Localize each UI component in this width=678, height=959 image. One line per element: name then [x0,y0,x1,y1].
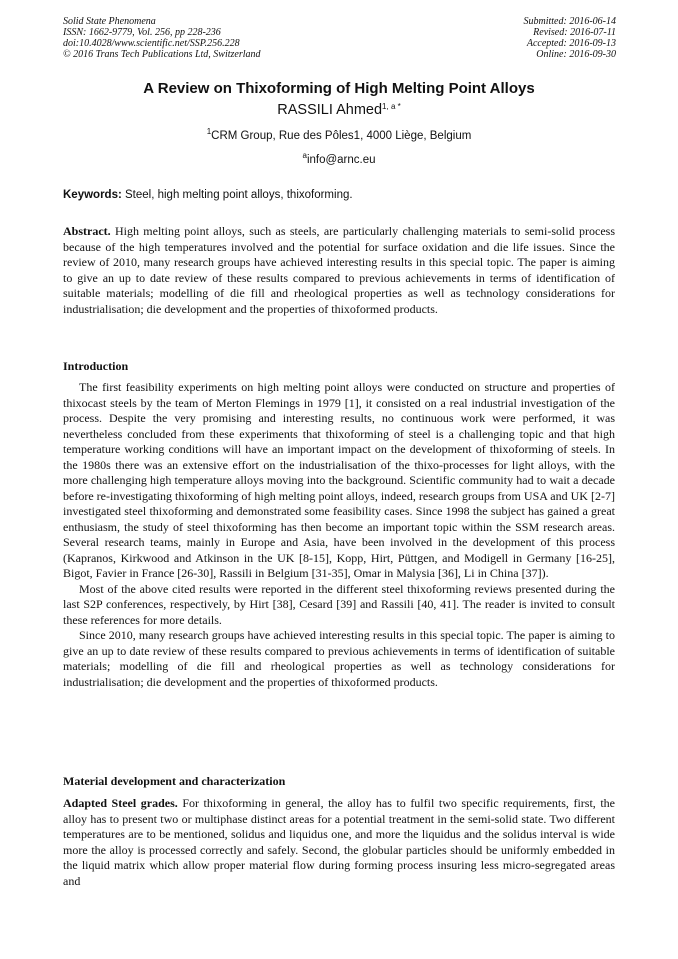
abstract-label: Abstract. [63,224,111,238]
revised-date: Revised: 2016-07-11 [533,27,616,38]
copyright-line: © 2016 Trans Tech Publications Ltd, Switzerland [63,49,261,60]
introduction-paragraph-1: The first feasibility experiments on high melting point alloys were conducted on structure and properties of thixocast steels by the team of Merton Flemings in 1979 [1], it consisted on a real industrial investigation of the process. Despite the very promising and interesting results, no continuous work were performed, it was nevertheless concluded from these experiments that thixoforming of steel is a challenging topic and that high temperature working conditions will have an important impact on the development of thixoforming of steels. In the 1980s there was an extensive effort on the industrialisation of the thixo-processes for light alloys, with the more challenging high temperature alloys moving into the background. Scientific community had to wait a decade before re-investigating thixoforming of high melting point alloys, indeed, research groups from USA and UK [2-7] investigated steel thixoforming and demonstrated some feasibility cases. Since 1998 the subject has gained a great enthusiasm, the study of steel thixoforming has then become an important topic within the SSM research areas. Several research teams, mainly in Europe and Asia, have been involved in the development of this process (Kapranos, Kirkwood and Atkinson in the UK [8-15], Kopp, Hirt, Püttgen, and Modigell in Germany [16-25], Bigot, Favier in France [26-30], Rassili in Belgium [31-35], Omar in Malysia [36], Li in China [37]). [63,380,615,580]
abstract-text: High melting point alloys, such as steels, are particularly challenging materials to semi-solid process because of the high temperatures involved and the potential for surface oxidation and die life issues. Since the review of 2010, many research groups have achieved interesting results in this special topic. The paper is aiming to give an up to date review of these results compared to previous achievements in terms of identification of suitable materials; modelling of die fill and rheological properties as well as technology considerations for industrialisation; die development and the properties of thixoformed products. [63,224,615,316]
material-body [63,796,615,889]
author-superscript: 1, a * [382,102,401,111]
paper-title: A Review on Thixoforming of High Melting Point Alloys [143,80,535,97]
issn-line: ISSN: 1662-9779, Vol. 256, pp 228-236 [63,27,221,38]
steel-grades-text: For thixoforming in general, the alloy has to fulfil two specific requirements, first, the alloy has to present two or multiphase distinct areas for a potential treatment in the semi-solid state. Two different temperatures are to be mentioned, solidus and liquidus one, and more the liquidus and the solidus interval is wide more the alloy is processed correctly and safely. Second, the globular particles should be uniformly embedded in the liquid matrix which allow proper material flow during forming process insuring less micro-segregated areas and [63,796,615,888]
steel-grades-label: Adapted Steel grades. [63,796,178,810]
doi-line: doi:10.4028/www.scientific.net/SSP.256.228 [63,38,240,49]
email-address: info@arnc.eu [306,154,376,166]
material-heading: Material development and characterization [63,774,286,788]
accepted-date: Accepted: 2016-09-13 [526,38,616,49]
abstract [63,224,615,317]
introduction-heading: Introduction [63,359,129,373]
online-date: Online: 2016-09-30 [536,49,616,60]
affiliation-text: CRM Group, Rue des Pôles1, 4000 Liège, Belgium [211,130,472,142]
keywords-label: Keywords: [63,189,122,201]
author-name: RASSILI Ahmed [277,102,383,118]
email-line [0,151,678,166]
affiliation-line [0,127,678,142]
introduction-body [63,380,615,690]
introduction-paragraph-3: Since 2010, many research groups have achieved interesting results in this special topic. The paper is aiming to give an up to date review of these results compared to previous achievements in terms of identification of suitable materials; modelling of die fill and rheological properties as well as technology considerations for industrialisation; die development and the properties of thixoformed products. [63,628,615,689]
affiliation-superscript: 1 [206,127,212,136]
publication-dates [524,16,617,60]
keywords-text: Steel, high melting point alloys, thixoforming. [121,189,353,201]
author-line [0,102,678,118]
introduction-paragraph-2: Most of the above cited results were reported in the different steel thixoforming reviews presented during the last S2P conferences, respectively, by Hirt [38], Cesard [39] and Rassili [40, 41]. The reader is invited to consult these references for more details. [63,581,615,627]
submitted-date: Submitted: 2016-06-14 [523,16,616,27]
journal-name: Solid State Phenomena [63,16,156,27]
email-superscript: a [302,151,307,160]
keywords [63,189,615,201]
journal-info [63,16,261,60]
